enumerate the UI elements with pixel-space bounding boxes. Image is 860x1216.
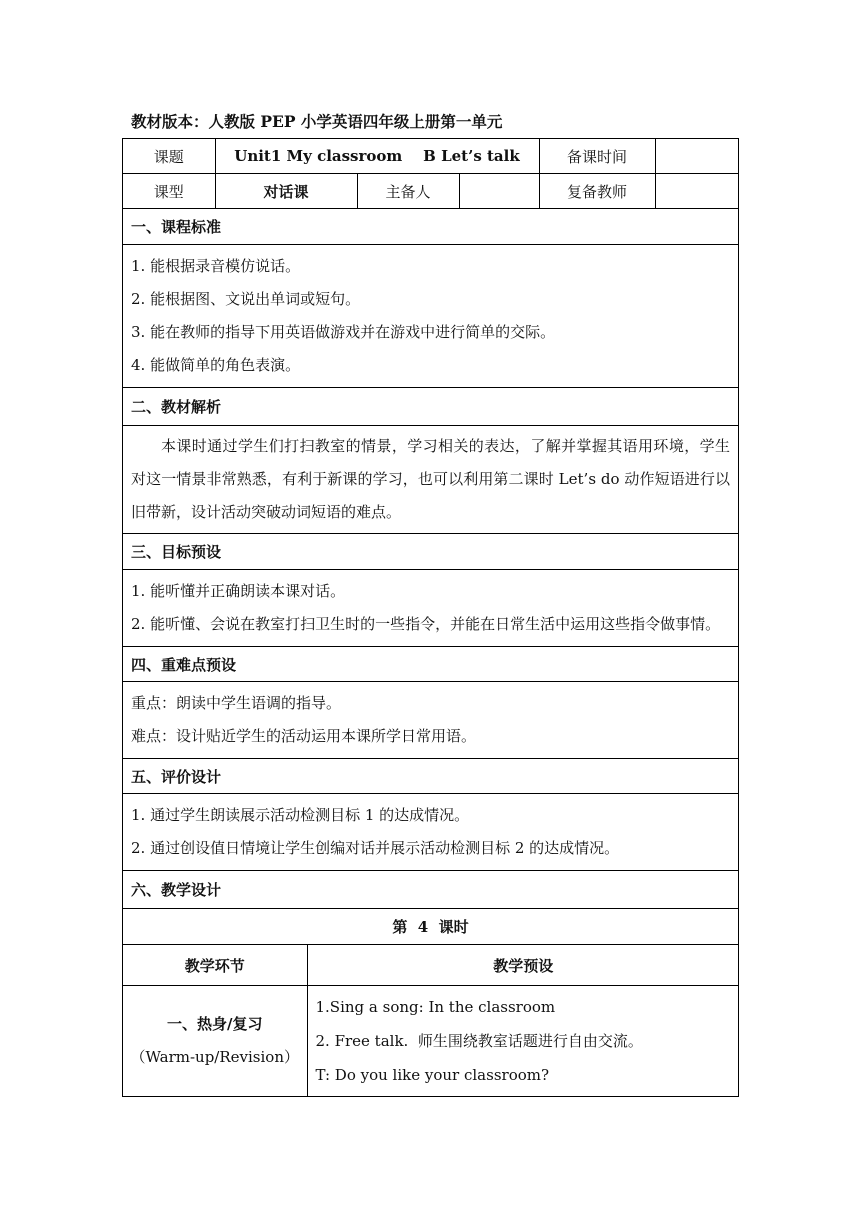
standards-list — [123, 245, 739, 388]
list-item: 1. 能根据录音模仿说话。 — [131, 257, 301, 275]
list-item: 1. 能听懂并正确朗读本课对话。 — [131, 582, 346, 600]
lead-label: 主备人 — [357, 174, 459, 208]
col-plan-header: 教学预设 — [493, 956, 554, 975]
plan-line: 1.Sing a song: In the classroom — [315, 998, 556, 1016]
list-item: 难点：设计贴近学生的活动运用本课所学日常用语。 — [131, 727, 477, 745]
stage-name: 一、热身/复习 — [167, 1015, 263, 1033]
header-row-topic — [123, 139, 739, 174]
type-label: 课型 — [123, 174, 215, 208]
section-title-evaluation: 五、评价设计 — [123, 759, 739, 794]
review-label: 复备教师 — [539, 174, 655, 208]
section-title-standards: 一、课程标准 — [123, 209, 739, 245]
lesson-period: 第 4 课时 — [123, 909, 739, 945]
list-item: 2. 能根据图、文说出单词或短句。 — [131, 290, 361, 308]
plan-line: 2. Free talk. 师生围绕教室话题进行自由交流。 — [315, 1032, 643, 1050]
header-row-type — [123, 174, 739, 209]
design-header-row — [123, 945, 739, 986]
list-item: 1. 通过学生朗读展示活动检测目标 1 的达成情况。 — [131, 806, 470, 824]
section-title-objectives: 三、目标预设 — [123, 534, 739, 570]
warmup-row — [123, 986, 739, 1097]
section-title-analysis: 二、教材解析 — [123, 388, 739, 426]
plan-cell — [307, 986, 739, 1096]
topic-value: Unit1 My classroom B Let’s talk — [215, 139, 539, 173]
col-stage-header: 教学环节 — [123, 945, 307, 985]
list-item: 3. 能在教师的指导下用英语做游戏并在游戏中进行简单的交际。 — [131, 323, 556, 341]
list-item: 重点：朗读中学生语调的指导。 — [131, 694, 342, 712]
prep-time-label: 备课时间 — [539, 139, 655, 173]
section-title-design: 六、教学设计 — [123, 871, 739, 909]
lead-value — [459, 174, 539, 208]
list-item: 4. 能做简单的角色表演。 — [131, 356, 301, 374]
list-item: 2. 能听懂、会说在教室打扫卫生时的一些指令，并能在日常生活中运用这些指令做事情。 — [131, 615, 721, 633]
stage-name-en: （Warm-up/Revision） — [130, 1048, 299, 1066]
plan-line: T: Do you like your classroom? — [315, 1066, 550, 1084]
key-points-list — [123, 682, 739, 759]
review-value — [655, 174, 739, 208]
stage-cell — [123, 986, 307, 1096]
section-title-key-points: 四、重难点预设 — [123, 647, 739, 682]
type-value: 对话课 — [215, 174, 357, 208]
objectives-list — [123, 570, 739, 647]
analysis-paragraph: 本课时通过学生们打扫教室的情景，学习相关的表达，了解并掌握其语用环境，学生对这一情景非常熟悉，有利于新课的学习，也可以利用第二课时 Let’s do 动作短语进行以旧带新，设计活动突破动词短语的难点。 — [123, 426, 739, 534]
lesson-plan-table — [122, 138, 739, 1097]
page-title: 教材版本：人教版 PEP 小学英语四年级上册第一单元 — [131, 112, 503, 131]
topic-label: 课题 — [123, 139, 215, 173]
evaluation-list — [123, 794, 739, 871]
prep-time-value — [655, 139, 739, 173]
list-item: 2. 通过创设值日情境让学生创编对话并展示活动检测目标 2 的达成情况。 — [131, 839, 620, 857]
